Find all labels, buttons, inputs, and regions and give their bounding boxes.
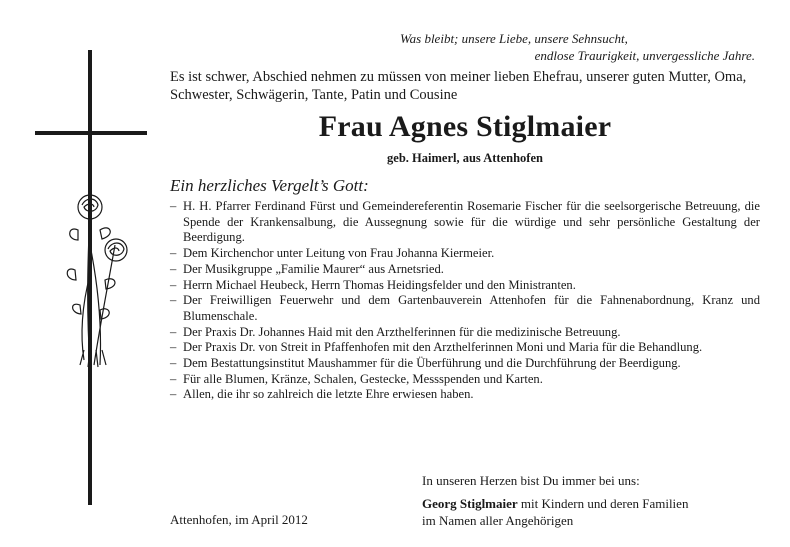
family-line-2: im Namen aller Angehörigen <box>422 513 574 528</box>
list-item: – Herrn Michael Heubeck, Herrn Thomas Heidingsfelder und den Ministranten. <box>170 277 576 292</box>
intro-text: Es ist schwer, Abschied nehmen zu müssen von meiner lieben Ehefrau, unserer guten Mutter, Oma, Schwester, Schwägerin, Tante, Patin und Cousine <box>170 69 747 103</box>
quote-line-1: Was bleibt; unsere Liebe, unsere Sehnsucht, <box>400 31 628 46</box>
family-name: Georg Stiglmaier <box>422 496 518 511</box>
list-item: – Der Musikgruppe „Familie Maurer“ aus Arnetsried. <box>170 261 444 276</box>
birth-info: geb. Haimerl, aus Attenhofen <box>387 151 543 165</box>
epigraph-quote <box>360 30 755 64</box>
list-item: – Dem Bestattungsinstitut Maushammer für die Überführung und die Durchführung der Beerdigung. <box>170 356 681 371</box>
list-item: – Der Praxis Dr. Johannes Haid mit den Arzthelferinnen für die medizinische Betreuung. <box>170 324 621 339</box>
list-item: – Für alle Blumen, Kränze, Schalen, Gestecke, Messspenden und Karten. <box>170 371 543 386</box>
thanks-heading: Ein herzliches Vergelt’s Gott: <box>170 176 369 195</box>
list-item: – Der Praxis Dr. von Streit in Pfaffenhofen mit den Arzthelferinnen Moni und Maria für die Behandlung. <box>170 340 703 355</box>
closing-motto: In unseren Herzen bist Du immer bei uns: <box>422 473 640 488</box>
place-date: Attenhofen, im April 2012 <box>170 512 308 527</box>
roses-icon <box>60 185 140 370</box>
family-line-1: mit Kindern und deren Familien <box>520 496 689 511</box>
list-item: – Der Freiwilligen Feuerwehr und dem Gartenbauverein Attenhofen für die Fahnenabordnung, Kranz und Blumenschale. <box>170 293 760 323</box>
list-item: – Dem Kirchenchor unter Leitung von Frau Johanna Kiermeier. <box>170 246 495 261</box>
cross-icon-bar <box>35 131 147 135</box>
quote-line-2: endlose Traurigkeit, unvergessliche Jahre. <box>534 48 755 63</box>
thanks-list <box>170 199 760 403</box>
list-item: – Allen, die ihr so zahlreich die letzte Ehre erwiesen haben. <box>170 387 474 402</box>
list-item: – H. H. Pfarrer Ferdinand Fürst und Gemeindereferentin Rosemarie Fischer für die seelsorgerische Betreuung, die Spende der Krankensalbung, die Aussegnung sowie für die würdige und sehr persönliche Gestaltung der Beerdigung. <box>170 199 760 245</box>
family-signature <box>422 495 762 529</box>
deceased-name: Frau Agnes Stiglmaier <box>318 110 612 143</box>
